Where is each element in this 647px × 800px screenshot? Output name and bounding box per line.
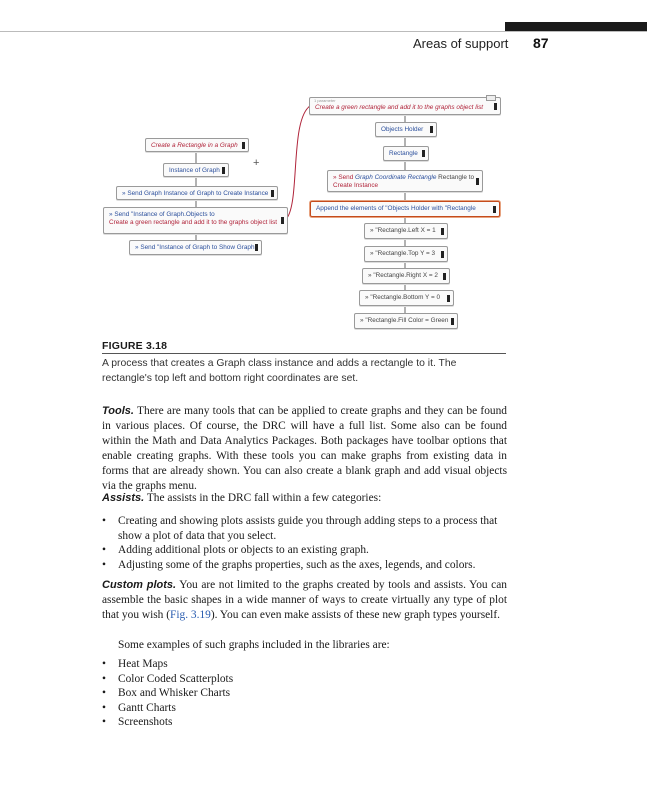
examples-list xyxy=(102,657,507,730)
node-handle xyxy=(451,318,454,325)
create-green-rectangle-label: Create a green rectangle and add it to the graphs object list xyxy=(315,104,484,111)
list-item: • Box and Whisker Charts xyxy=(102,686,507,701)
figure-diagram xyxy=(0,0,647,340)
node-handle xyxy=(476,178,479,185)
node-handle xyxy=(281,217,284,224)
list-item: • Color Coded Scatterplots xyxy=(102,672,507,687)
node-handle xyxy=(443,273,446,280)
instance-of-graph-node[interactable] xyxy=(163,163,229,177)
list-item: • Screenshots xyxy=(102,715,507,730)
tools-heading: Tools. xyxy=(102,405,134,417)
node-handle xyxy=(430,126,433,133)
top-y-label: » "Rectangle.Top Y = 3 xyxy=(370,250,436,257)
graph-coordinate-text: Graph Coordinate Rectangle xyxy=(355,174,437,181)
parameter-tag: 1 parameter xyxy=(314,98,336,103)
caption-rule xyxy=(102,353,506,354)
send-graph-coordinate-node[interactable] xyxy=(327,170,483,192)
top-y-node[interactable] xyxy=(364,246,448,262)
figure-link[interactable]: Fig. 3.19 xyxy=(170,609,211,621)
node-handle xyxy=(493,206,496,213)
objects-holder-label: Objects Holder xyxy=(381,126,424,133)
send-instance-objects-node[interactable] xyxy=(103,207,288,234)
send-instance-show-node[interactable] xyxy=(129,240,262,255)
objects-holder-node[interactable] xyxy=(375,122,437,137)
right-x-label: » "Rectangle.Right X = 2 xyxy=(368,272,438,279)
custom-text-1: You are not limited to the graphs created by tools and assists. You can assemble the basic shapes in a wide manner of ways to create virtually any type of plot that you wish ( xyxy=(102,579,507,621)
create-green-rectangle-node[interactable] xyxy=(309,97,501,115)
node-handle xyxy=(441,228,444,235)
assists-text: The assists in the DRC fall within a few categories: xyxy=(144,492,382,504)
tools-text: There are many tools that can be applied to create graphs and they can be found in various places. Of course, the DRC will have a full list. Some also can be found within the Math and Data Analytics Packages. Both packages have toolbar options that enable creating graphs. With these tools you can make graphs from existing data in forms that are already shown. You can also create a blank graph and add visual objects via the graphs menu. xyxy=(102,405,507,492)
list-item: • Gantt Charts xyxy=(102,701,507,716)
create-instance-text: Create Instance xyxy=(333,182,379,189)
bottom-y-node[interactable] xyxy=(359,290,454,306)
connector-lines xyxy=(0,0,647,340)
send-graph-instance-node[interactable] xyxy=(116,186,278,200)
examples-intro: Some examples of such graphs included in the libraries are: xyxy=(118,639,390,651)
instance-of-graph-label: Instance of Graph xyxy=(169,167,220,174)
running-title: Areas of support xyxy=(413,36,509,51)
create-rectangle-graph-label: Create a Rectangle in a Graph xyxy=(151,142,238,149)
append-elements-label: Append the elements of "Objects Holder with "Rectangle xyxy=(316,205,476,212)
create-rectangle-graph-node[interactable] xyxy=(145,138,249,152)
append-elements-node[interactable] xyxy=(310,201,500,217)
list-item: • Heat Maps xyxy=(102,657,507,672)
list-item: • Adjusting some of the graphs properties, such as the axes, legends, and colors. xyxy=(102,558,507,573)
left-x-label: » "Rectangle.Left X = 1 xyxy=(370,227,436,234)
list-item: • Creating and showing plots assists guide you through adding steps to a process that show a plot of data that you select. xyxy=(102,514,507,543)
assists-heading: Assists. xyxy=(102,492,145,504)
node-handle xyxy=(447,295,450,302)
figure-caption: A process that creates a Graph class instance and adds a rectangle to it. The rectangle's top left and bottom right coordinates are set. xyxy=(102,358,457,384)
fill-color-label: » "Rectangle.Fill Color = Green xyxy=(360,317,449,324)
node-handle xyxy=(422,150,425,157)
bottom-y-label: » "Rectangle.Bottom Y = 0 xyxy=(365,294,441,301)
node-handle xyxy=(271,190,274,197)
node-handle xyxy=(255,244,258,251)
figure-title: FIGURE 3.18 xyxy=(102,340,168,352)
custom-plots-heading: Custom plots. xyxy=(102,579,177,591)
rectangle-label: Rectangle xyxy=(389,150,418,157)
right-x-node[interactable] xyxy=(362,268,450,284)
custom-plots-paragraph xyxy=(102,578,507,623)
list-item: • Adding additional plots or objects to an existing graph. xyxy=(102,543,507,558)
send-instance-objects-line1: » Send "Instance of Graph.Objects to xyxy=(109,211,215,218)
node-handle xyxy=(242,142,245,149)
tools-paragraph xyxy=(102,404,507,494)
left-x-node[interactable] xyxy=(364,223,448,239)
rectangle-to-text: Rectangle to xyxy=(436,174,475,181)
page-number: 87 xyxy=(533,35,549,51)
node-handle xyxy=(494,103,497,110)
send-instance-objects-line2: Create a green rectangle and add it to the graphs object list xyxy=(109,219,278,226)
node-handle xyxy=(441,251,444,258)
node-handle xyxy=(222,167,225,174)
custom-text-2: ). You can even make assists of these new graph types yourself. xyxy=(210,609,500,621)
send-keyword: » Send xyxy=(333,174,356,181)
rectangle-node[interactable] xyxy=(383,146,429,161)
send-instance-show-label: » Send "Instance of Graph to Show Graph xyxy=(135,244,255,251)
node-tab xyxy=(486,95,496,101)
plus-icon: + xyxy=(253,157,260,169)
assists-list xyxy=(102,514,507,572)
assists-paragraph xyxy=(102,491,507,506)
send-graph-instance-label: » Send Graph Instance of Graph to Create Instance xyxy=(122,190,269,197)
fill-color-node[interactable] xyxy=(354,313,458,329)
